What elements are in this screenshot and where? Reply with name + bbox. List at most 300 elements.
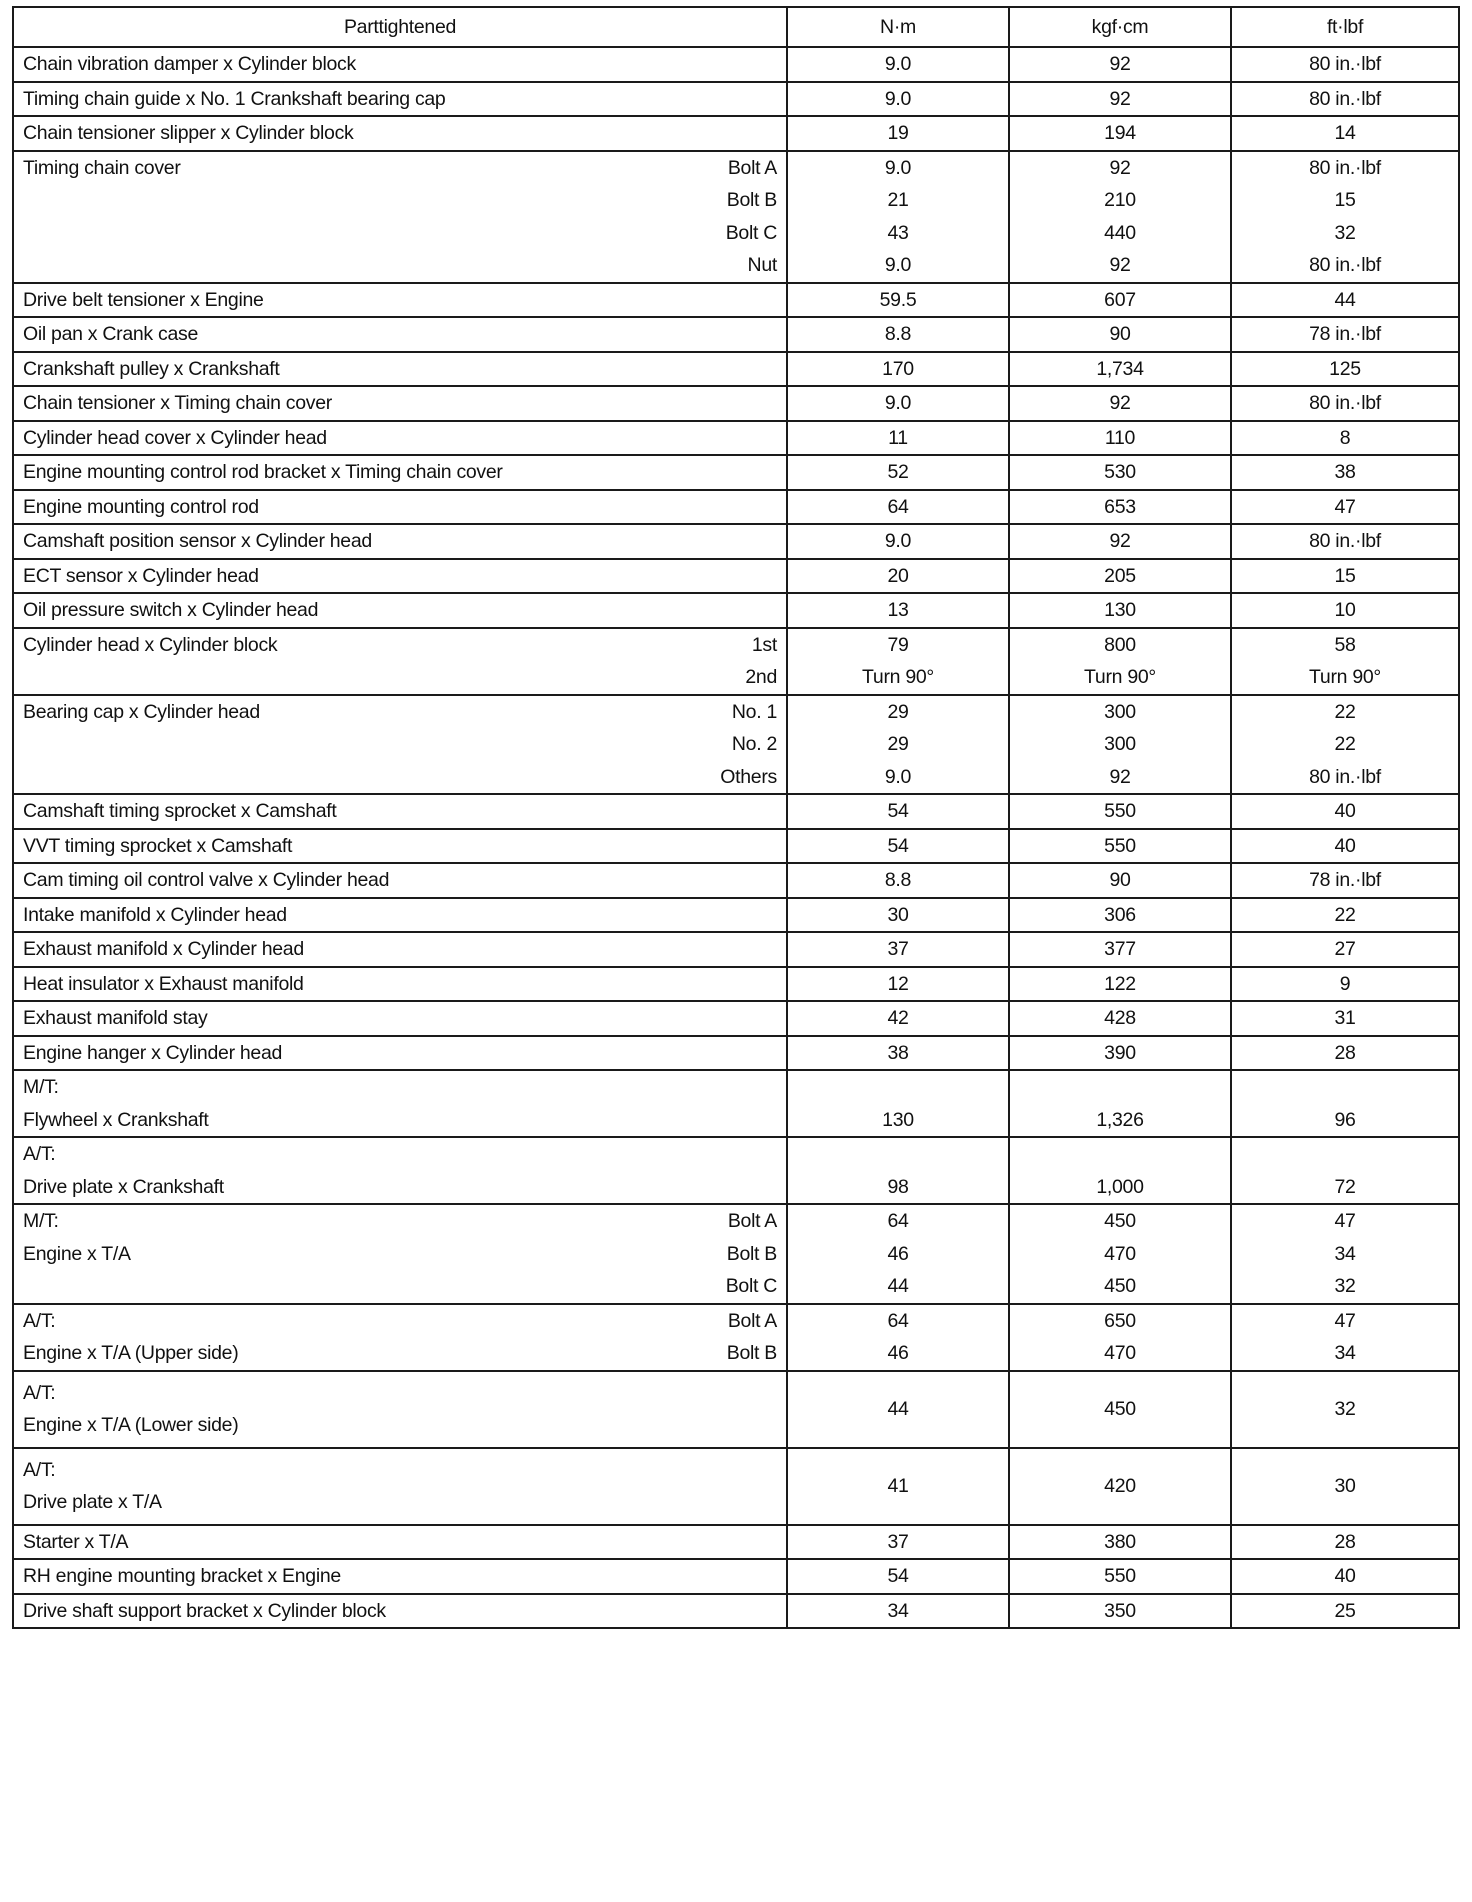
value-ft-lbf: 32: [1334, 1397, 1356, 1420]
part-line: [23, 864, 777, 897]
part-name: Engine mounting control rod bracket x Timing chain cover: [23, 461, 503, 483]
part-name: Intake manifold x Cylinder head: [23, 903, 287, 926]
value-kgf-cm: 92: [1109, 530, 1131, 552]
value-kgf-cm-cell: [1009, 829, 1231, 864]
table-row: [13, 1525, 1459, 1560]
table-row: [13, 116, 1459, 151]
value-nm: 9.0: [884, 254, 912, 276]
part-line: [23, 1071, 777, 1104]
value-kgf-cm: [1010, 1071, 1230, 1104]
value-kgf-cm-cell: [1009, 490, 1231, 525]
value-kgf-cm: 470: [1104, 1342, 1136, 1364]
value-kgf-cm-cell: [1009, 794, 1231, 829]
value-nm-cell: [787, 559, 1009, 594]
part-sub-label: Nut: [747, 254, 777, 276]
value-nm-cell: [787, 1070, 1009, 1137]
value-kgf-cm: 194: [1104, 122, 1136, 144]
part-line: [23, 491, 777, 524]
value-ft-lbf: [1232, 1138, 1458, 1171]
part-name: Starter x T/A: [23, 1530, 129, 1553]
value-ft-lbf: 22: [1334, 733, 1356, 755]
part-name: Timing chain cover: [23, 156, 181, 179]
header-part-tightened: Parttightened: [13, 7, 787, 47]
value-nm-cell: [787, 116, 1009, 151]
table-row: [13, 455, 1459, 490]
part-name: Chain tensioner x Timing chain cover: [23, 392, 332, 414]
part-line: [23, 1454, 777, 1487]
value-ft-lbf-cell: [1231, 317, 1459, 352]
part-sub-label: 2nd: [745, 666, 777, 688]
part-name: A/T:: [23, 1458, 56, 1481]
value-nm-cell: [787, 628, 1009, 695]
part-cell: [13, 1036, 787, 1071]
part-line: [23, 387, 777, 420]
torque-table: [12, 6, 1460, 1629]
part-cell: [13, 82, 787, 117]
value-nm: 44: [887, 1397, 909, 1420]
value-nm-cell: [787, 898, 1009, 933]
value-kgf-cm-cell: [1009, 593, 1231, 628]
value-ft-lbf: 32: [1334, 1275, 1356, 1297]
value-ft-lbf: 78 in.·lbf: [1309, 869, 1381, 891]
part-cell: [13, 1525, 787, 1560]
value-nm-cell: [787, 1448, 1009, 1525]
part-line: [23, 1002, 777, 1035]
value-nm-cell: [787, 1137, 1009, 1204]
part-cell: [13, 898, 787, 933]
table-row: [13, 524, 1459, 559]
value-kgf-cm-cell: [1009, 1070, 1231, 1137]
value-ft-lbf-cell: [1231, 1204, 1459, 1304]
value-kgf-cm: 377: [1104, 938, 1136, 960]
value-nm: 79: [887, 633, 909, 656]
part-cell: [13, 1204, 787, 1304]
value-ft-lbf: 47: [1334, 1309, 1356, 1332]
value-ft-lbf-cell: [1231, 455, 1459, 490]
part-line: [23, 560, 777, 593]
value-kgf-cm: 420: [1104, 1474, 1136, 1497]
value-nm: 46: [887, 1342, 909, 1364]
value-nm: 37: [887, 1530, 909, 1553]
value-nm: 12: [887, 972, 909, 995]
value-nm-cell: [787, 829, 1009, 864]
value-ft-lbf-cell: [1231, 47, 1459, 82]
part-line: [23, 1595, 777, 1628]
part-cell: [13, 490, 787, 525]
value-ft-lbf: 31: [1334, 1007, 1356, 1029]
value-kgf-cm-cell: [1009, 628, 1231, 695]
value-ft-lbf-cell: [1231, 524, 1459, 559]
part-line: [23, 629, 777, 662]
value-ft-lbf: 28: [1334, 1530, 1356, 1553]
value-ft-lbf-cell: [1231, 1137, 1459, 1204]
value-ft-lbf: 22: [1334, 700, 1356, 723]
value-nm-cell: [787, 593, 1009, 628]
value-kgf-cm: 607: [1104, 288, 1136, 311]
value-kgf-cm: 450: [1104, 1275, 1136, 1297]
value-nm: 19: [887, 122, 909, 144]
value-ft-lbf-cell: [1231, 1594, 1459, 1629]
value-nm: 30: [887, 903, 909, 926]
part-sub-label: Bolt A: [727, 1309, 777, 1332]
part-name: RH engine mounting bracket x Engine: [23, 1565, 341, 1587]
value-ft-lbf: 80 in.·lbf: [1309, 156, 1381, 179]
value-ft-lbf: 15: [1334, 189, 1356, 211]
part-cell: [13, 1137, 787, 1204]
part-cell: [13, 1304, 787, 1371]
value-nm: 64: [887, 1309, 909, 1332]
value-nm: 21: [887, 189, 909, 211]
part-cell: [13, 1559, 787, 1594]
part-line: [23, 184, 777, 217]
part-name: A/T:: [23, 1381, 56, 1404]
value-kgf-cm: 306: [1104, 903, 1136, 926]
value-kgf-cm: 90: [1109, 869, 1131, 891]
part-name: VVT timing sprocket x Camshaft: [23, 834, 293, 857]
value-ft-lbf: 96: [1334, 1108, 1356, 1131]
part-name: Oil pressure switch x Cylinder head: [23, 599, 319, 621]
value-ft-lbf-cell: [1231, 1371, 1459, 1448]
value-kgf-cm: 1,000: [1096, 1175, 1144, 1198]
value-kgf-cm: [1010, 1138, 1230, 1171]
part-name: A/T:: [23, 1143, 56, 1165]
value-kgf-cm: 210: [1104, 189, 1136, 211]
value-nm-cell: [787, 47, 1009, 82]
table-row: [13, 1036, 1459, 1071]
part-name: Drive plate x T/A: [23, 1491, 162, 1513]
value-ft-lbf-cell: [1231, 151, 1459, 283]
value-nm-cell: [787, 1525, 1009, 1560]
part-name: Engine hanger x Cylinder head: [23, 1041, 283, 1064]
value-ft-lbf: [1232, 1071, 1458, 1104]
part-line: [23, 728, 777, 761]
value-nm: 9.0: [884, 392, 912, 414]
value-ft-lbf-cell: [1231, 695, 1459, 795]
table-row: [13, 1594, 1459, 1629]
value-kgf-cm-cell: [1009, 1559, 1231, 1594]
part-line: [23, 1409, 777, 1442]
value-kgf-cm-cell: [1009, 283, 1231, 318]
header-kgf-cm: kgf·cm: [1009, 7, 1231, 47]
part-sub-label: No. 1: [731, 700, 777, 723]
table-row: [13, 1371, 1459, 1448]
value-kgf-cm: 92: [1109, 765, 1131, 788]
value-ft-lbf-cell: [1231, 1070, 1459, 1137]
table-row: [13, 1070, 1459, 1137]
value-nm: 41: [887, 1474, 909, 1497]
value-kgf-cm-cell: [1009, 559, 1231, 594]
value-ft-lbf: 47: [1334, 1210, 1356, 1232]
value-nm: Turn 90°: [862, 666, 934, 688]
part-line: [23, 152, 777, 185]
value-nm-cell: [787, 151, 1009, 283]
value-kgf-cm: 300: [1104, 733, 1136, 755]
value-kgf-cm: Turn 90°: [1084, 666, 1156, 688]
part-line: [23, 48, 777, 81]
part-sub-label: No. 2: [731, 733, 777, 755]
value-kgf-cm-cell: [1009, 695, 1231, 795]
part-line: [23, 696, 777, 729]
value-kgf-cm-cell: [1009, 1448, 1231, 1525]
value-ft-lbf-cell: [1231, 1304, 1459, 1371]
part-cell: [13, 317, 787, 352]
value-kgf-cm: 550: [1104, 800, 1136, 822]
part-name: Cylinder head x Cylinder block: [23, 633, 278, 656]
value-kgf-cm: 550: [1104, 834, 1136, 857]
header-ft-lbf: ft·lbf: [1231, 7, 1459, 47]
value-nm: 37: [887, 938, 909, 960]
part-line: [23, 1337, 777, 1370]
table-row: [13, 47, 1459, 82]
value-kgf-cm: 122: [1104, 972, 1136, 995]
value-nm: 54: [887, 834, 909, 857]
value-kgf-cm: 550: [1104, 1565, 1136, 1587]
table-row: [13, 1448, 1459, 1525]
value-kgf-cm-cell: [1009, 386, 1231, 421]
table-row: [13, 82, 1459, 117]
value-ft-lbf: 72: [1334, 1175, 1356, 1198]
value-kgf-cm: 1,326: [1096, 1108, 1144, 1131]
value-kgf-cm: 428: [1104, 1007, 1136, 1029]
part-sub-label: Bolt A: [727, 156, 777, 179]
value-ft-lbf-cell: [1231, 1448, 1459, 1525]
value-ft-lbf: 10: [1334, 599, 1356, 621]
part-line: [23, 83, 777, 116]
value-nm-cell: [787, 352, 1009, 387]
value-ft-lbf-cell: [1231, 1036, 1459, 1071]
part-name: Engine x T/A (Lower side): [23, 1414, 239, 1436]
table-row: [13, 1001, 1459, 1036]
value-ft-lbf: 58: [1334, 633, 1356, 656]
value-nm: 130: [882, 1108, 914, 1131]
value-kgf-cm: 380: [1104, 1530, 1136, 1553]
value-ft-lbf: 25: [1334, 1599, 1356, 1622]
part-name: Heat insulator x Exhaust manifold: [23, 972, 304, 995]
value-nm-cell: [787, 317, 1009, 352]
value-ft-lbf-cell: [1231, 421, 1459, 456]
value-ft-lbf-cell: [1231, 593, 1459, 628]
part-cell: [13, 794, 787, 829]
value-kgf-cm-cell: [1009, 47, 1231, 82]
part-cell: [13, 524, 787, 559]
part-cell: [13, 352, 787, 387]
value-nm: 98: [887, 1175, 909, 1198]
value-ft-lbf: 28: [1334, 1041, 1356, 1064]
value-ft-lbf-cell: [1231, 863, 1459, 898]
part-name: M/T:: [23, 1076, 59, 1098]
value-ft-lbf-cell: [1231, 829, 1459, 864]
table-row: [13, 628, 1459, 695]
table-row: [13, 1559, 1459, 1594]
value-nm: 52: [887, 461, 909, 483]
value-nm: 20: [887, 564, 909, 587]
value-kgf-cm-cell: [1009, 421, 1231, 456]
part-name: Flywheel x Crankshaft: [23, 1108, 209, 1131]
value-ft-lbf: 125: [1329, 357, 1361, 380]
value-kgf-cm: 90: [1109, 323, 1131, 345]
part-name: Crankshaft pulley x Crankshaft: [23, 357, 280, 380]
part-cell: [13, 1001, 787, 1036]
value-ft-lbf: 40: [1334, 834, 1356, 857]
value-ft-lbf-cell: [1231, 794, 1459, 829]
value-kgf-cm: 440: [1104, 221, 1136, 244]
value-ft-lbf-cell: [1231, 932, 1459, 967]
value-nm: 11: [888, 426, 908, 449]
value-kgf-cm-cell: [1009, 1304, 1231, 1371]
part-name: Drive belt tensioner x Engine: [23, 288, 264, 311]
value-nm: 13: [887, 599, 909, 621]
part-line: [23, 422, 777, 455]
part-name: Oil pan x Crank case: [23, 323, 198, 345]
value-nm: 29: [887, 733, 909, 755]
part-cell: [13, 695, 787, 795]
part-line: [23, 661, 777, 694]
part-line: [23, 1238, 777, 1271]
part-name: M/T:: [23, 1210, 59, 1232]
part-cell: [13, 967, 787, 1002]
value-ft-lbf: 9: [1339, 972, 1351, 995]
part-cell: [13, 829, 787, 864]
table-row: [13, 386, 1459, 421]
part-cell: [13, 1594, 787, 1629]
value-ft-lbf: 32: [1334, 221, 1356, 244]
table-row: [13, 490, 1459, 525]
value-ft-lbf-cell: [1231, 116, 1459, 151]
part-name: Timing chain guide x No. 1 Crankshaft bearing cap: [23, 87, 446, 110]
table-row: [13, 151, 1459, 283]
value-kgf-cm: 92: [1109, 87, 1131, 110]
part-line: [23, 1560, 777, 1593]
value-ft-lbf: 15: [1334, 564, 1356, 587]
part-line: [23, 284, 777, 317]
part-line: [23, 1171, 777, 1204]
table-row: [13, 932, 1459, 967]
header-nm: N·m: [787, 7, 1009, 47]
value-kgf-cm-cell: [1009, 1204, 1231, 1304]
part-cell: [13, 932, 787, 967]
table-row: [13, 967, 1459, 1002]
value-kgf-cm: 110: [1104, 426, 1136, 449]
part-cell: [13, 628, 787, 695]
part-cell: [13, 386, 787, 421]
value-nm-cell: [787, 1304, 1009, 1371]
value-nm-cell: [787, 1559, 1009, 1594]
part-cell: [13, 1448, 787, 1525]
value-kgf-cm: 390: [1104, 1041, 1136, 1064]
value-ft-lbf: 80 in.·lbf: [1309, 254, 1381, 276]
value-ft-lbf-cell: [1231, 1001, 1459, 1036]
part-sub-label: Bolt B: [726, 1342, 777, 1364]
value-ft-lbf: 8: [1339, 426, 1351, 449]
table-row: [13, 352, 1459, 387]
part-line: [23, 933, 777, 966]
value-ft-lbf-cell: [1231, 559, 1459, 594]
value-nm: 9.0: [884, 156, 912, 179]
value-nm: 9.0: [884, 530, 912, 552]
value-kgf-cm: 92: [1109, 392, 1131, 414]
table-row: [13, 794, 1459, 829]
value-ft-lbf-cell: [1231, 283, 1459, 318]
part-line: [23, 1486, 777, 1519]
value-nm-cell: [787, 695, 1009, 795]
part-name: Camshaft position sensor x Cylinder head: [23, 530, 372, 552]
part-sub-label: Bolt A: [727, 1210, 777, 1232]
value-ft-lbf: 38: [1334, 461, 1356, 483]
part-line: [23, 795, 777, 828]
part-line: [23, 968, 777, 1001]
part-cell: [13, 1371, 787, 1448]
part-name: Drive shaft support bracket x Cylinder block: [23, 1599, 386, 1622]
value-ft-lbf-cell: [1231, 352, 1459, 387]
value-nm: 8.8: [884, 323, 912, 345]
value-ft-lbf: Turn 90°: [1309, 666, 1381, 688]
table-body: [13, 47, 1459, 1628]
part-line: [23, 525, 777, 558]
table-row: [13, 559, 1459, 594]
value-kgf-cm-cell: [1009, 317, 1231, 352]
part-line: [23, 1104, 777, 1137]
value-kgf-cm: 92: [1109, 254, 1131, 276]
part-line: [23, 318, 777, 351]
value-nm-cell: [787, 794, 1009, 829]
part-line: [23, 830, 777, 863]
value-nm-cell: [787, 82, 1009, 117]
value-ft-lbf-cell: [1231, 82, 1459, 117]
part-cell: [13, 151, 787, 283]
value-nm: 42: [887, 1007, 909, 1029]
value-nm: 64: [887, 1210, 909, 1232]
value-nm: 170: [882, 357, 914, 380]
value-ft-lbf-cell: [1231, 898, 1459, 933]
value-kgf-cm-cell: [1009, 1036, 1231, 1071]
value-nm-cell: [787, 490, 1009, 525]
value-kgf-cm-cell: [1009, 898, 1231, 933]
table-row: [13, 829, 1459, 864]
part-cell: [13, 116, 787, 151]
table-row: [13, 695, 1459, 795]
part-name: Cam timing oil control valve x Cylinder head: [23, 869, 390, 891]
value-ft-lbf-cell: [1231, 967, 1459, 1002]
value-nm: 9.0: [884, 53, 912, 75]
value-nm-cell: [787, 455, 1009, 490]
part-line: [23, 1377, 777, 1410]
value-kgf-cm: 350: [1104, 1599, 1136, 1622]
value-kgf-cm: 450: [1104, 1210, 1136, 1232]
part-line: [23, 217, 777, 250]
part-name: Engine mounting control rod: [23, 495, 259, 518]
part-cell: [13, 47, 787, 82]
value-kgf-cm-cell: [1009, 82, 1231, 117]
part-sub-label: Bolt B: [726, 189, 777, 211]
value-kgf-cm-cell: [1009, 151, 1231, 283]
table-row: [13, 1204, 1459, 1304]
value-ft-lbf: 80 in.·lbf: [1309, 87, 1381, 110]
part-line: [23, 761, 777, 794]
part-sub-label: Bolt C: [725, 1275, 777, 1297]
value-nm: 54: [887, 1565, 909, 1587]
value-nm: 43: [887, 221, 909, 244]
value-nm-cell: [787, 1371, 1009, 1448]
value-kgf-cm-cell: [1009, 524, 1231, 559]
value-ft-lbf: 80 in.·lbf: [1309, 392, 1381, 414]
value-ft-lbf: 40: [1334, 1565, 1356, 1587]
part-name: Exhaust manifold x Cylinder head: [23, 938, 304, 960]
value-nm-cell: [787, 932, 1009, 967]
value-nm: 54: [887, 800, 909, 822]
value-nm-cell: [787, 421, 1009, 456]
value-kgf-cm-cell: [1009, 455, 1231, 490]
part-line: [23, 1526, 777, 1559]
